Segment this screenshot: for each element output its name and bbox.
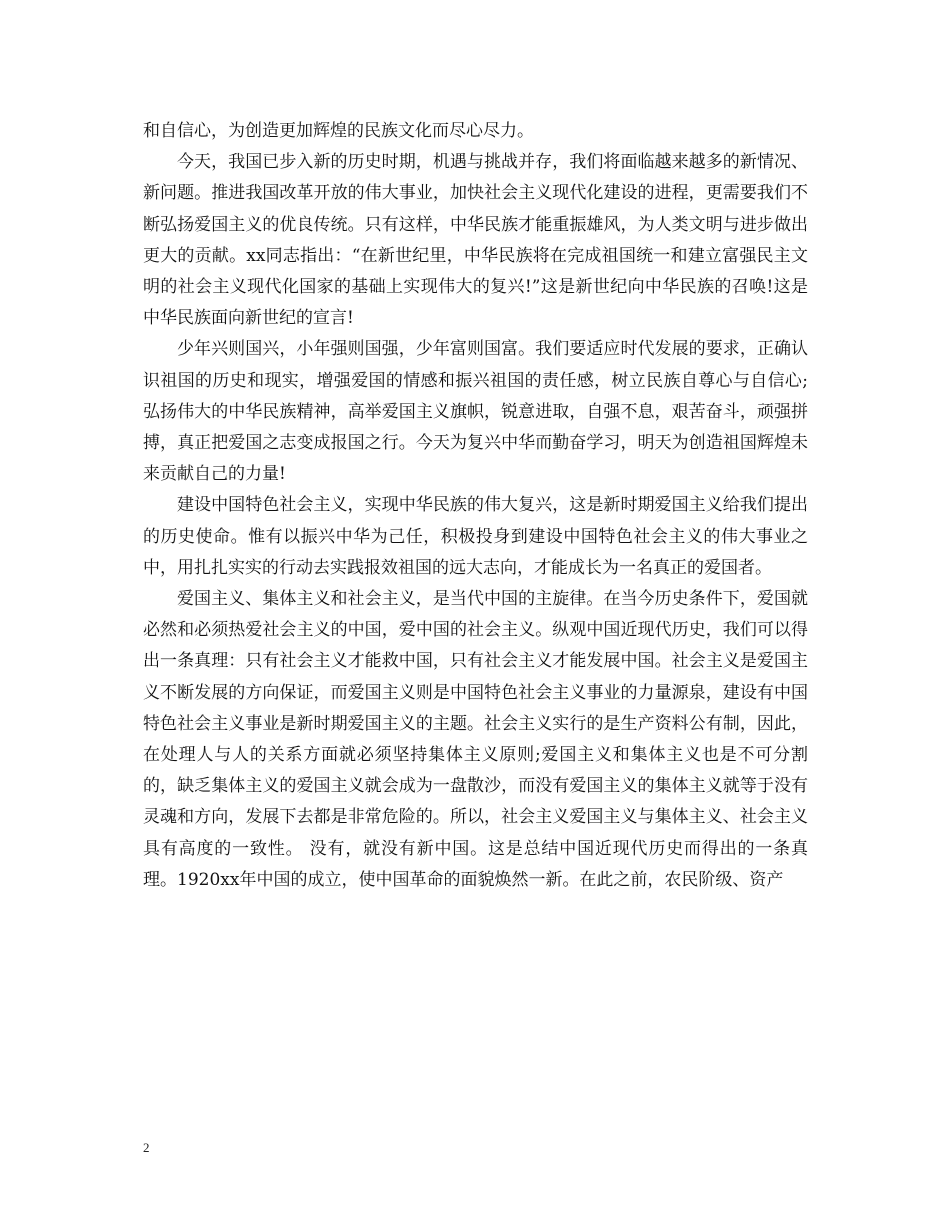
paragraph-youth: 少年兴则国兴，小年强则国强，少年富则国富。我们要适应时代发展的要求，正确认识祖国的历史和现实，增强爱国的情感和振兴祖国的责任感，树立民族自尊心与自信心;弘扬伟大的中华民族精神，高举爱国主义旗帜，锐意进取，自强不息，艰苦奋斗，顽强拼搏，真正把爱国之志变成报国之行。今天为复兴中华而勤奋学习，明天为创造祖国辉煌未来贡献自己的力量!	[143, 339, 808, 485]
document-body	[143, 116, 808, 896]
page-number: 2	[143, 1140, 150, 1155]
paragraph-mission: 建设中国特色社会主义，实现中华民族的伟大复兴，这是新时期爱国主义给我们提出的历史使命。惟有以振兴中华为己任，积极投身到建设中国特色社会主义的伟大事业之中，用扎扎实实的行动去实践报效祖国的远大志向，才能成长为一名真正的爱国者。	[143, 495, 808, 578]
paragraph-theme: 爱国主义、集体主义和社会主义，是当代中国的主旋律。在当今历史条件下，爱国就必然和必须热爱社会主义的中国，爱中国的社会主义。纵观中国近现代历史，我们可以得出一条真理：只有社会主义才能救中国，只有社会主义才能发展中国。社会主义是爱国主义不断发展的方向保证，而爱国主义则是中国特色社会主义事业的力量源泉，建设有中国特色社会主义事业是新时期爱国主义的主题。社会主义实行的是生产资料公有制，因此，在处理人与人的关系方面就必须坚持集体主义原则;爱国主义和集体主义也是不可分割的，缺乏集体主义的爱国主义就会成为一盘散沙，而没有爱国主义的集体主义就等于没有灵魂和方向，发展下去都是非常危险的。所以，社会主义爱国主义与集体主义、社会主义具有高度的一致性。 没有，就没有新中国。这是总结中国近现代历史而得出的一条真理。1920xx年中国的成立，使中国革命的面貌焕然一新。在此之前，农民阶级、资产	[143, 589, 808, 890]
paragraph-new-era: 今天，我国已步入新的历史时期，机遇与挑战并存，我们将面临越来越多的新情况、新问题。推进我国改革开放的伟大事业，加快社会主义现代化建设的进程，更需要我们不断弘扬爱国主义的优良传统。只有这样，中华民族才能重振雄风，为人类文明与进步做出更大的贡献。xx同志指出：“在新世纪里，中华民族将在完成祖国统一和建立富强民主文明的社会主义现代化国家的基础上实现伟大的复兴!”这是新世纪向中华民族的召唤!这是中华民族面向新世纪的宣言!	[143, 152, 808, 329]
paragraph-continuation: 和自信心，为创造更加辉煌的民族文化而尽心尽力。	[143, 121, 534, 141]
